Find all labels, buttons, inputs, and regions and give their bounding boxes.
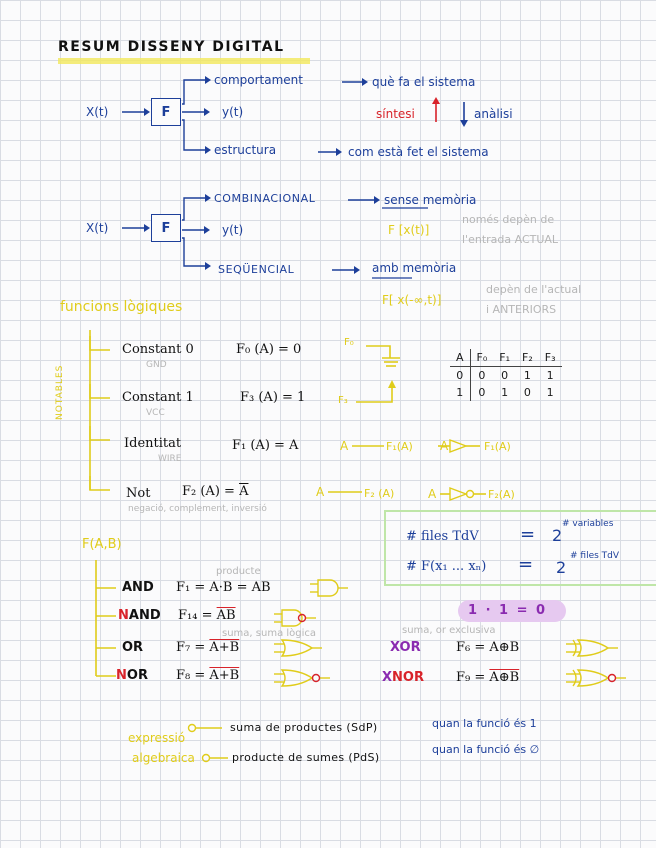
or-formula: F₇ = A+B xyxy=(176,640,240,655)
nfunc-exp: # files TdV xyxy=(570,551,620,561)
sop-label: suma de productes (SdP) xyxy=(230,721,378,734)
const1-gate-label: F₃ xyxy=(338,395,348,406)
and-name: AND xyxy=(122,580,154,595)
not-buf-in: A xyxy=(428,487,437,501)
not-buf-out: F₂(A) xyxy=(488,488,515,501)
d2-input: X(t) xyxy=(86,221,109,235)
d1-input: X(t) xyxy=(86,105,109,119)
const1-sub: VCC xyxy=(146,408,165,418)
truth-table xyxy=(450,349,562,401)
const0-name: Constant 0 xyxy=(122,342,194,357)
files-tdv-exp: # variables xyxy=(562,519,614,529)
not-wire-out: F₂ (A) xyxy=(364,487,395,500)
pds-label: producte de sumes (PdS) xyxy=(232,751,380,764)
truth-table-header: A F₀ F₁ F₂ F₃ xyxy=(450,349,562,367)
files-tdv-eq: = xyxy=(520,524,536,545)
page-title: RESUM DISSENY DIGITAL xyxy=(58,39,285,55)
identitat-formula: F₁ (A) = A xyxy=(232,438,299,453)
const0-gate-label: F₀ xyxy=(344,337,354,348)
nfunc-base: 2 xyxy=(556,558,567,577)
comb-note-1: només depèn de xyxy=(462,213,555,226)
const1-formula: F₃ (A) = 1 xyxy=(240,390,306,405)
seq-note-1: depèn de l'actual xyxy=(486,283,582,296)
nor-formula: F₈ = A+B xyxy=(176,668,240,683)
nfunc-eq: = xyxy=(518,554,534,575)
not-wire-in: A xyxy=(316,485,325,499)
truth-table-row: 0 0 0 1 1 xyxy=(450,367,562,385)
xor-pill-text: 1 · 1 = 0 xyxy=(468,603,548,618)
files-tdv-lhs: # files TdV xyxy=(406,529,479,544)
const0-sub: GND xyxy=(146,360,167,370)
d1-block: F xyxy=(151,98,181,126)
seq-formula: F[ x(-∞,t)] xyxy=(382,293,442,307)
not-sub: negació, complement, inversió xyxy=(128,504,267,514)
or-name: OR xyxy=(122,640,144,655)
seq-note-2: i ANTERIORS xyxy=(486,303,557,316)
sintesi-label: síntesi xyxy=(376,107,415,121)
expressio-label-1: expressió xyxy=(128,731,186,745)
nfunc-lhs: # F(x₁ ... xₙ) xyxy=(406,559,487,574)
and-formula: F₁ = A·B = AB xyxy=(176,580,271,595)
d2-branch-top-result: sense memòria xyxy=(384,193,477,207)
suma-exclusiva-note: suma, or exclusiva xyxy=(402,625,496,636)
pds-note: quan la funció és ∅ xyxy=(432,743,540,756)
nand-formula: $F_{14} = \overline{AB}$ xyxy=(178,608,236,623)
expressio-label-2: algebraica xyxy=(132,751,195,765)
fab-heading: F(A,B) xyxy=(82,537,122,552)
nand-name: NAND xyxy=(118,608,161,623)
xnor-name: XNOR xyxy=(382,670,424,685)
d2-branch-top: COMBINACIONAL xyxy=(214,192,316,205)
not-formula: F₂ $(A) = \overline{A}$ xyxy=(182,484,249,499)
d2-branch-bottom: SEQÜENCIAL xyxy=(218,263,295,276)
identitat-sub: WIRE xyxy=(158,454,182,464)
identitat-wire-out: F₁(A) xyxy=(386,440,413,453)
d1-branch-bottom: estructura xyxy=(214,143,277,157)
nor-name: NOR xyxy=(116,668,148,683)
d1-output: y(t) xyxy=(222,105,244,119)
not-name: Not xyxy=(126,486,151,501)
xor-name: XOR xyxy=(390,640,421,655)
d2-branch-bottom-result: amb memòria xyxy=(372,261,457,275)
funcions-heading: funcions lògiques xyxy=(60,299,183,315)
producte-note: producte xyxy=(216,566,261,577)
truth-table-row: 1 0 1 0 1 xyxy=(450,384,562,401)
d2-block: F xyxy=(151,214,181,242)
notables-label: NOTABLES xyxy=(55,364,65,420)
suma-logica-note: suma, suma lògica xyxy=(222,628,317,639)
identitat-wire-in: A xyxy=(340,439,349,453)
identitat-buf-out: F₁(A) xyxy=(484,440,511,453)
sop-note: quan la funció és 1 xyxy=(432,717,537,730)
comb-formula: F [x(t)] xyxy=(388,223,430,237)
xnor-formula: F₉ = A⊕B xyxy=(456,670,520,685)
const1-name: Constant 1 xyxy=(122,390,194,405)
files-tdv-base: 2 xyxy=(552,526,563,545)
d1-branch-top: comportament xyxy=(214,73,303,87)
xor-formula: F₆ = A⊕B xyxy=(456,640,520,655)
identitat-name: Identitat xyxy=(124,436,182,451)
const0-formula: F₀ (A) = 0 xyxy=(236,342,302,357)
identitat-buf-in: A xyxy=(440,439,449,453)
d1-branch-top-result: què fa el sistema xyxy=(372,75,476,89)
d2-output: y(t) xyxy=(222,223,244,237)
comb-note-2: l'entrada ACTUAL xyxy=(462,233,559,246)
analisi-label: anàlisi xyxy=(474,107,513,121)
d1-branch-bottom-result: com està fet el sistema xyxy=(348,145,489,159)
